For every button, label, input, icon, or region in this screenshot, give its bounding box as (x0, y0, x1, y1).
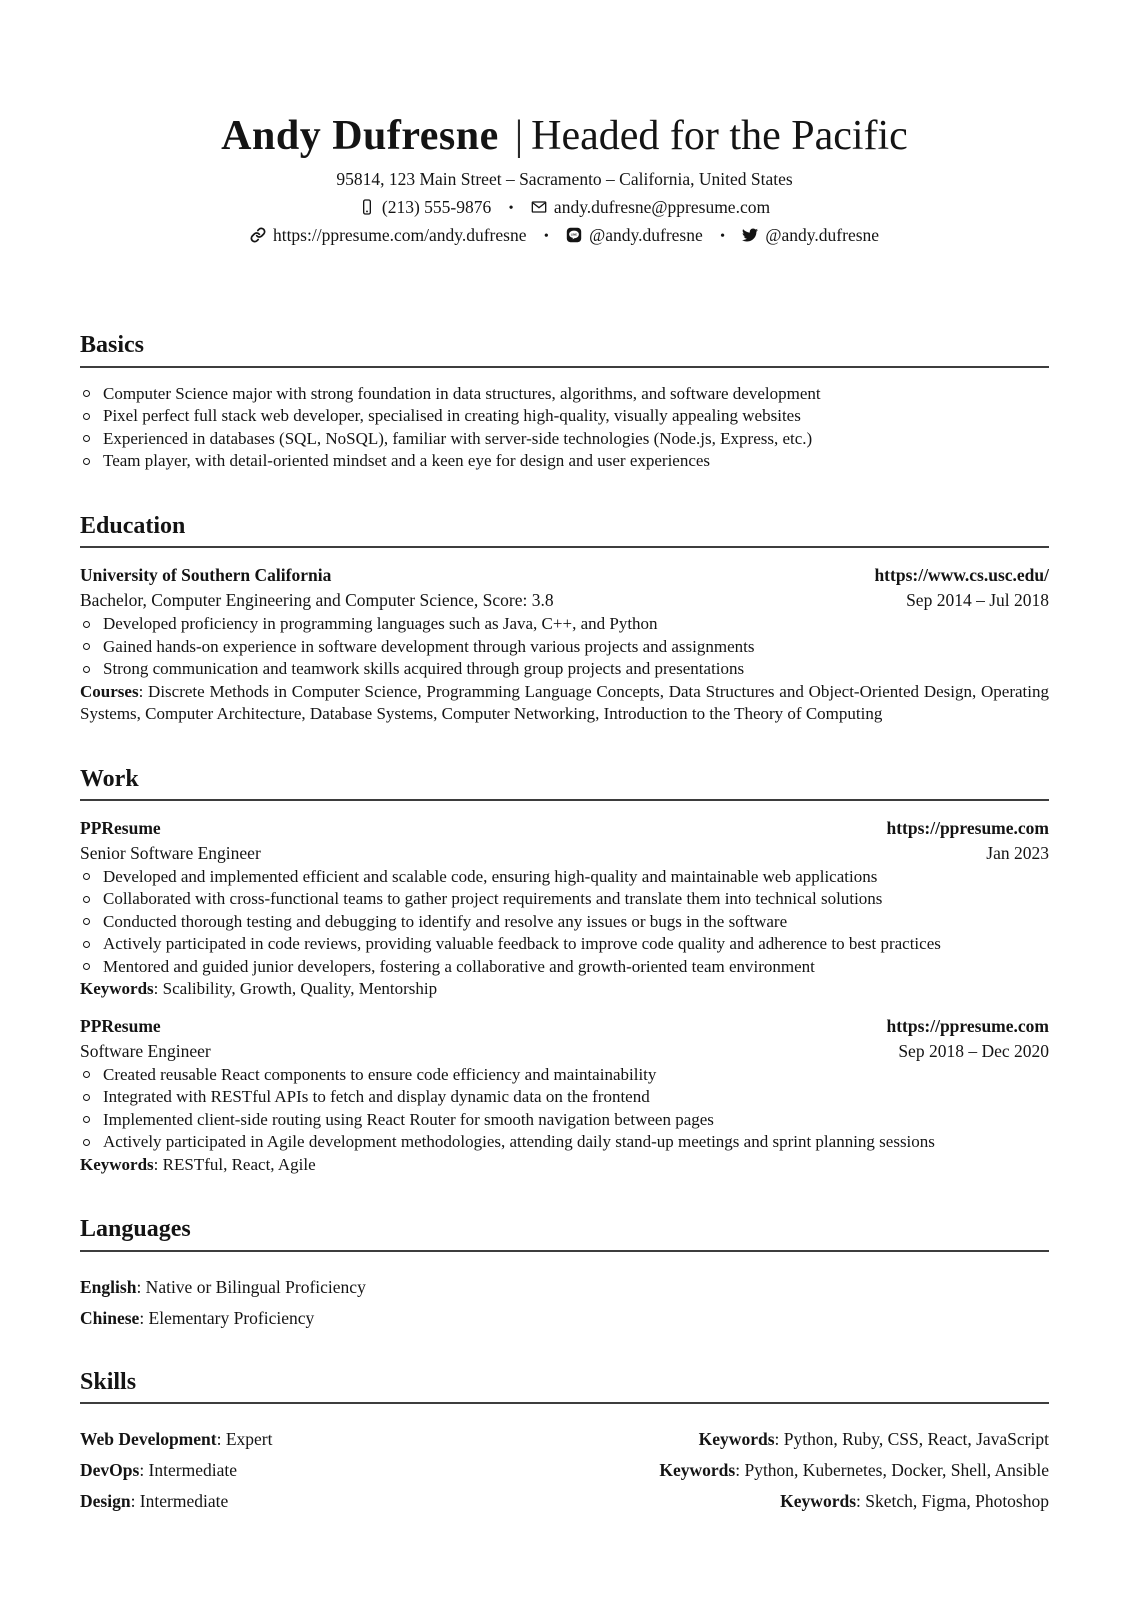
circle-bullet-icon (83, 1116, 90, 1123)
skill-left (80, 1428, 272, 1450)
highlight-text: Pixel perfect full stack web developer, specialised in creating high-quality, visually appealing websites (103, 406, 801, 426)
position-title: Software Engineer (80, 1040, 211, 1061)
circle-bullet-icon (83, 621, 90, 628)
circle-bullet-icon (83, 666, 90, 673)
education-dates: Sep 2014 – Jul 2018 (906, 590, 1049, 611)
list-item (80, 1131, 1049, 1154)
line-handle-link[interactable]: @andy.dufresne (589, 225, 703, 246)
envelope-icon (531, 199, 547, 215)
line-icon (566, 227, 582, 243)
list-item (80, 405, 1049, 428)
separator-dot: • (720, 229, 726, 245)
skill-row (80, 1459, 1049, 1481)
circle-bullet-icon (83, 413, 90, 420)
list-item (80, 888, 1049, 911)
keywords-line (80, 1154, 1049, 1177)
circle-bullet-icon (83, 1071, 90, 1078)
list-item (80, 911, 1049, 934)
website-link[interactable]: https://ppresume.com/andy.dufresne (272, 225, 527, 246)
entry-header-row (80, 563, 1049, 588)
circle-bullet-icon (83, 873, 90, 880)
work-dates: Jan 2023 (986, 842, 1049, 863)
highlight-text: Integrated with RESTful APIs to fetch and display dynamic data on the frontend (103, 1087, 650, 1107)
twitter-icon (742, 227, 758, 243)
mobile-icon (359, 199, 375, 215)
section-education (80, 513, 1049, 726)
company-url-link[interactable]: https://ppresume.com (886, 1015, 1049, 1036)
entry-header-row (80, 816, 1049, 841)
highlight-text: Developed and implemented efficient and scalable code, ensuring high-quality and maintainable web applications (103, 866, 878, 886)
list-item (80, 866, 1049, 889)
circle-bullet-icon (83, 896, 90, 903)
highlight-text: Actively participated in Agile development methodologies, attending daily stand-up meetings and sprint planning sessions (103, 1132, 935, 1152)
highlight-text: Mentored and guided junior developers, fostering a collaborative and growth-oriented team environment (103, 956, 815, 976)
school-name: University of Southern California (80, 565, 332, 586)
highlight-text: Team player, with detail-oriented mindset and a keen eye for design and user experiences (103, 451, 711, 471)
contact-line-2 (80, 225, 1049, 246)
skill-level: : Expert (216, 1429, 273, 1450)
language-fluency: : Elementary Proficiency (139, 1307, 315, 1328)
keywords-list: : Scalibility, Growth, Quality, Mentorship (153, 979, 438, 999)
circle-bullet-icon (83, 390, 90, 397)
highlight-text: Experienced in databases (SQL, NoSQL), familiar with server-side technologies (Node.js, Express, etc.) (103, 428, 813, 448)
separator-dot: • (508, 201, 514, 217)
list-item (80, 428, 1049, 451)
highlight-text: Implemented client-side routing using React Router for smooth navigation between pages (103, 1109, 714, 1129)
entry-header-row (80, 1014, 1049, 1039)
language-item (80, 1307, 1049, 1329)
circle-bullet-icon (83, 643, 90, 650)
keywords-label: Keywords (80, 1154, 154, 1174)
name-line (80, 112, 1049, 160)
skill-row (80, 1428, 1049, 1450)
email-item (531, 197, 770, 217)
education-highlights (80, 613, 1049, 681)
language-item (80, 1276, 1049, 1298)
highlight-text: Actively participated in code reviews, providing valuable feedback to improve code quality and adherence to best practices (103, 934, 941, 954)
list-item (80, 1109, 1049, 1132)
basics-highlights (80, 383, 1049, 473)
title-divider: | (514, 113, 524, 159)
section-title-languages: Languages (80, 1216, 1049, 1251)
list-item (80, 956, 1049, 979)
keywords-list: : Python, Kubernetes, Docker, Shell, Ansible (735, 1460, 1049, 1481)
keywords-label: Keywords (80, 979, 154, 999)
company-name: PPResume (80, 817, 161, 838)
list-item (80, 613, 1049, 636)
section-title-work: Work (80, 766, 1049, 801)
keywords-list: : RESTful, React, Agile (153, 1154, 316, 1174)
work-entry (80, 1014, 1049, 1177)
company-name: PPResume (80, 1015, 161, 1036)
education-entry (80, 563, 1049, 726)
email-link[interactable]: andy.dufresne@ppresume.com (553, 197, 771, 218)
keywords-line (80, 978, 1049, 1001)
section-title-skills: Skills (80, 1369, 1049, 1404)
highlight-text: Strong communication and teamwork skills acquired through group projects and presentations (103, 659, 745, 679)
courses-line (80, 681, 1049, 726)
person-name: Andy Dufresne (221, 113, 499, 159)
degree-text: Bachelor, Computer Engineering and Computer Science, Score: 3.8 (80, 590, 554, 611)
list-item (80, 933, 1049, 956)
skill-row (80, 1490, 1049, 1512)
section-title-education: Education (80, 513, 1049, 548)
skill-level: : Intermediate (139, 1460, 237, 1481)
position-title: Senior Software Engineer (80, 842, 261, 863)
work-dates: Sep 2018 – Dec 2020 (898, 1040, 1049, 1061)
courses-list: : Discrete Methods in Computer Science, Programming Language Concepts, Data Structures and Object-Oriented Design, Operating Systems, Computer Architecture, Database Systems, Computer Networking, Introduction to the Theory of Computing (80, 681, 1049, 724)
school-url-link[interactable]: https://www.cs.usc.edu/ (874, 565, 1049, 586)
phone-item (359, 197, 496, 217)
section-languages (80, 1216, 1049, 1328)
highlight-text: Developed proficiency in programming languages such as Java, C++, and Python (103, 614, 658, 634)
list-item (80, 1086, 1049, 1109)
link-icon (250, 227, 266, 243)
keywords-list: : Python, Ruby, CSS, React, JavaScript (774, 1429, 1049, 1450)
highlight-text: Created reusable React components to ensure code efficiency and maintainability (103, 1064, 657, 1084)
section-work (80, 766, 1049, 1177)
keywords-label: Keywords (780, 1491, 856, 1512)
skill-left (80, 1490, 228, 1512)
work-highlights (80, 866, 1049, 979)
circle-bullet-icon (83, 458, 90, 465)
line-item (566, 225, 707, 245)
language-name: Chinese (80, 1307, 140, 1328)
highlight-text: Conducted thorough testing and debugging to identify and resolve any issues or bugs in the software (103, 911, 788, 931)
skill-left (80, 1459, 237, 1481)
language-fluency: : Native or Bilingual Proficiency (136, 1276, 366, 1297)
entry-sub-row (80, 1039, 1049, 1064)
phone-number: (213) 555-9876 (381, 197, 492, 218)
keywords-label: Keywords (659, 1460, 736, 1481)
address-line: 95814, 123 Main Street – Sacramento – California, United States (336, 169, 793, 190)
circle-bullet-icon (83, 918, 90, 925)
company-url-link[interactable]: https://ppresume.com (886, 817, 1049, 838)
skill-name: DevOps (80, 1460, 140, 1481)
work-highlights (80, 1064, 1049, 1154)
twitter-item (742, 225, 879, 245)
skill-name: Web Development (80, 1429, 217, 1450)
skill-right (780, 1490, 1049, 1512)
skill-right (699, 1428, 1049, 1450)
website-item (250, 225, 531, 245)
skill-level: : Intermediate (130, 1491, 229, 1512)
work-entry (80, 816, 1049, 1001)
separator-dot: • (543, 229, 549, 245)
entry-sub-row (80, 841, 1049, 866)
highlight-text: Collaborated with cross-functional teams to gather project requirements and translate them into technical solutions (103, 889, 883, 909)
section-skills (80, 1369, 1049, 1512)
resume-header (80, 112, 1049, 246)
twitter-handle-link[interactable]: @andy.dufresne (765, 225, 880, 246)
headline-tagline: Headed for the Pacific (531, 113, 908, 159)
list-item (80, 383, 1049, 406)
skill-name: Design (80, 1491, 131, 1512)
circle-bullet-icon (83, 435, 90, 442)
circle-bullet-icon (83, 963, 90, 970)
list-item (80, 636, 1049, 659)
highlight-text: Gained hands-on experience in software development through various projects and assignments (103, 636, 755, 656)
entry-sub-row (80, 588, 1049, 613)
contact-line-1 (80, 197, 1049, 218)
circle-bullet-icon (83, 1094, 90, 1101)
language-name: English (80, 1276, 137, 1297)
circle-bullet-icon (83, 941, 90, 948)
highlight-text: Computer Science major with strong foundation in data structures, algorithms, and software development (103, 383, 821, 403)
keywords-list: : Sketch, Figma, Photoshop (856, 1491, 1049, 1512)
list-item (80, 450, 1049, 473)
circle-bullet-icon (83, 1139, 90, 1146)
skill-right (659, 1459, 1049, 1481)
list-item (80, 1064, 1049, 1087)
section-title-basics: Basics (80, 332, 1049, 367)
section-basics (80, 332, 1049, 472)
svg-text:LINE: LINE (570, 232, 578, 237)
list-item (80, 658, 1049, 681)
courses-label: Courses (80, 681, 139, 701)
keywords-label: Keywords (698, 1429, 775, 1450)
